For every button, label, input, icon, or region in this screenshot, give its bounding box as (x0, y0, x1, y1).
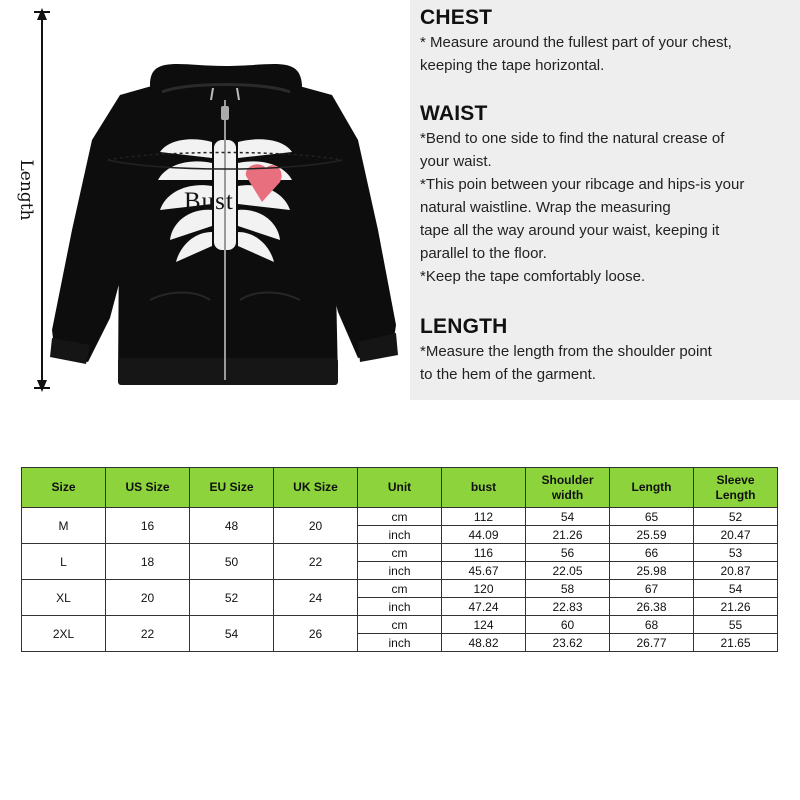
cell-shoulder: 58 (526, 580, 610, 598)
cell-eu-size: 48 (190, 508, 274, 544)
cell-unit: cm (358, 616, 442, 634)
header-unit: Unit (358, 468, 442, 508)
cell-length: 25.59 (610, 526, 694, 544)
cell-sleeve: 53 (694, 544, 778, 562)
bust-label: Bust (184, 188, 234, 215)
cell-uk-size: 24 (274, 580, 358, 616)
product-figure (0, 0, 410, 410)
length-label: Length (16, 159, 36, 221)
cell-us-size: 22 (106, 616, 190, 652)
header-us-size: US Size (106, 468, 190, 508)
cell-shoulder: 21.26 (526, 526, 610, 544)
cell-length: 26.38 (610, 598, 694, 616)
cell-length: 26.77 (610, 634, 694, 652)
cell-bust: 112 (442, 508, 526, 526)
chest-line: * Measure around the fullest part of your chest, (420, 34, 732, 51)
cell-bust: 120 (442, 580, 526, 598)
cell-bust: 44.09 (442, 526, 526, 544)
header-bust: bust (442, 468, 526, 508)
cell-us-size: 18 (106, 544, 190, 580)
header-size: Size (22, 468, 106, 508)
cell-length: 25.98 (610, 562, 694, 580)
waist-line: *Bend to one side to find the natural crease of (420, 130, 725, 147)
cell-bust: 124 (442, 616, 526, 634)
header-uk-size: UK Size (274, 468, 358, 508)
cell-eu-size: 52 (190, 580, 274, 616)
header-length: Length (610, 468, 694, 508)
cell-unit: inch (358, 598, 442, 616)
cell-size: 2XL (22, 616, 106, 652)
cell-size: XL (22, 580, 106, 616)
measurement-instructions (410, 0, 800, 400)
waist-title: WAIST (420, 102, 488, 125)
cell-unit: cm (358, 508, 442, 526)
cell-length: 67 (610, 580, 694, 598)
cell-shoulder: 22.83 (526, 598, 610, 616)
cell-unit: cm (358, 544, 442, 562)
cell-sleeve: 54 (694, 580, 778, 598)
length-line: *Measure the length from the shoulder point (420, 343, 712, 360)
cell-shoulder: 54 (526, 508, 610, 526)
cell-bust: 116 (442, 544, 526, 562)
cell-length: 68 (610, 616, 694, 634)
cell-eu-size: 54 (190, 616, 274, 652)
cell-sleeve: 20.87 (694, 562, 778, 580)
cell-uk-size: 22 (274, 544, 358, 580)
cell-length: 65 (610, 508, 694, 526)
table-row (22, 616, 778, 634)
cell-unit: inch (358, 526, 442, 544)
cell-unit: cm (358, 580, 442, 598)
waist-line: parallel to the floor. (420, 245, 547, 262)
cell-uk-size: 26 (274, 616, 358, 652)
cell-sleeve: 21.26 (694, 598, 778, 616)
cell-unit: inch (358, 634, 442, 652)
length-title: LENGTH (420, 315, 508, 338)
waist-line: natural waistline. Wrap the measuring (420, 199, 671, 216)
cell-unit: inch (358, 562, 442, 580)
cell-length: 66 (610, 544, 694, 562)
cell-eu-size: 50 (190, 544, 274, 580)
cell-sleeve: 55 (694, 616, 778, 634)
size-chart-table (21, 467, 778, 652)
zipper-pull (221, 106, 229, 120)
waist-line: *Keep the tape comfortably loose. (420, 268, 646, 285)
cell-sleeve: 52 (694, 508, 778, 526)
waist-line: tape all the way around your waist, keeping it (420, 222, 720, 239)
table-row (22, 544, 778, 562)
cell-shoulder: 60 (526, 616, 610, 634)
cell-bust: 48.82 (442, 634, 526, 652)
header-sleeve-length: Sleeve Length (694, 468, 778, 508)
chest-title: CHEST (420, 6, 493, 29)
cell-size: L (22, 544, 106, 580)
table-row (22, 580, 778, 598)
header-eu-size: EU Size (190, 468, 274, 508)
cell-sleeve: 21.65 (694, 634, 778, 652)
cell-size: M (22, 508, 106, 544)
header-shoulder-width: Shoulder width (526, 468, 610, 508)
table-header-row (22, 468, 778, 508)
waist-line: *This poin between your ribcage and hips-is your (420, 176, 745, 193)
waist-line: your waist. (420, 153, 492, 170)
cell-sleeve: 20.47 (694, 526, 778, 544)
cell-us-size: 16 (106, 508, 190, 544)
cell-shoulder: 22.05 (526, 562, 610, 580)
cell-us-size: 20 (106, 580, 190, 616)
cell-bust: 47.24 (442, 598, 526, 616)
cell-shoulder: 23.62 (526, 634, 610, 652)
cell-uk-size: 20 (274, 508, 358, 544)
chest-line: keeping the tape horizontal. (420, 57, 605, 74)
length-line: to the hem of the garment. (420, 366, 596, 383)
cell-bust: 45.67 (442, 562, 526, 580)
cell-shoulder: 56 (526, 544, 610, 562)
table-row (22, 508, 778, 526)
